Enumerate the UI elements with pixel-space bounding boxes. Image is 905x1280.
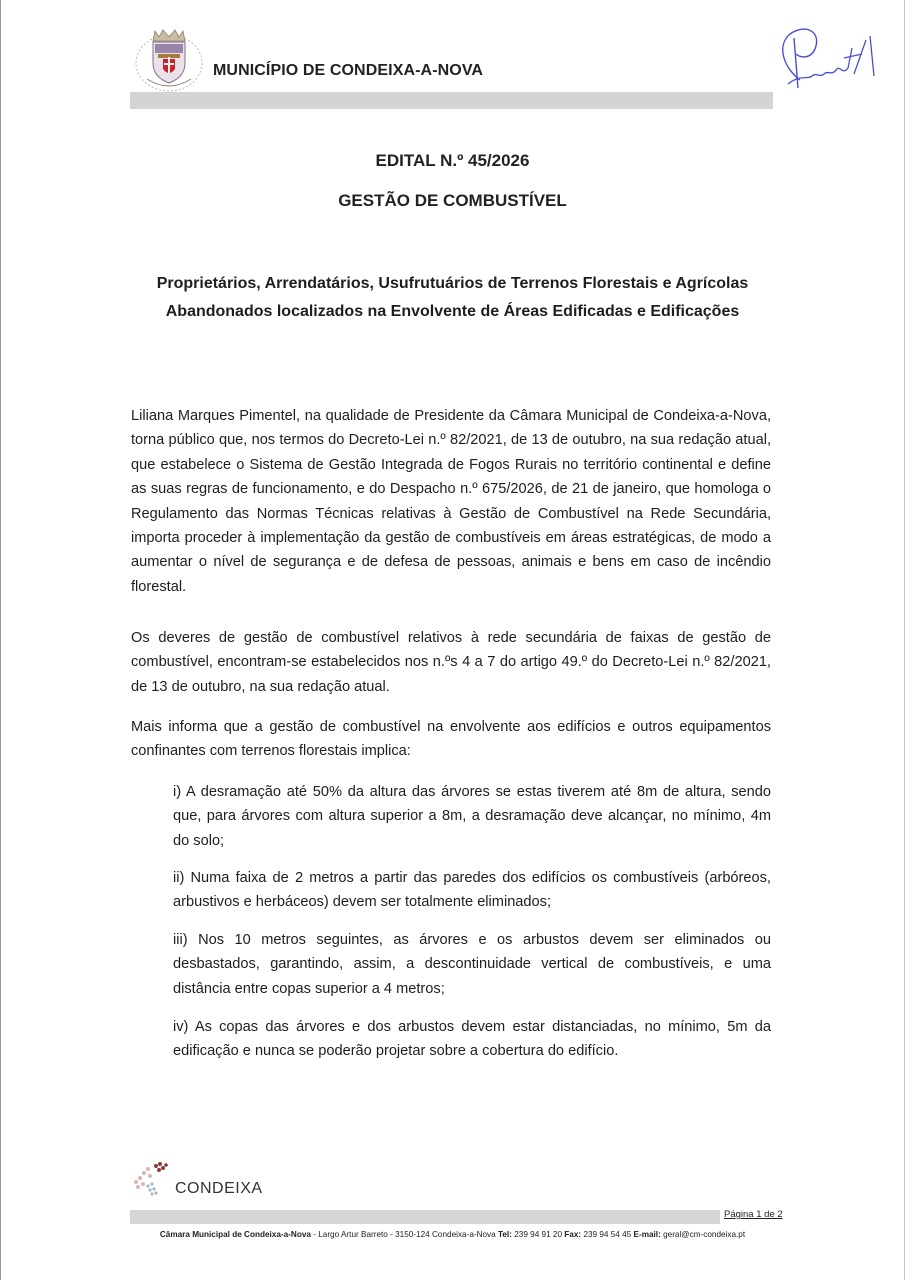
tel-value: 239 94 91 20: [511, 1230, 565, 1239]
footer-logo-text: CONDEIXA: [175, 1180, 263, 1197]
email-label: E-mail:: [633, 1230, 661, 1239]
footer-band: [130, 1210, 720, 1224]
document-title: GESTÃO DE COMBUSTÍVEL: [338, 191, 567, 210]
subtitle-line-1: Proprietários, Arrendatários, Usufrutuários de Terrenos Florestais e Agrícolas: [156, 275, 749, 292]
fax-label: Fax:: [564, 1230, 582, 1239]
municipality-title: MUNICÍPIO DE CONDEIXA-A-NOVA: [213, 62, 484, 79]
edital-number: EDITAL N.º 45/2026: [375, 151, 530, 170]
tel-label: Tel:: [497, 1230, 512, 1239]
paragraph-intro: Liliana Marques Pimentel, na qualidade de Presidente da Câmara Municipal de Condeixa-a-Nova, torna público que, nos termos do Decreto-Lei n.º 82/2021, de 13 de outubro, na sua redação atual, que estabelece o Sistema de Gestão Integrada de Fogos Rurais no território continental e define as suas regras de funcionamento, e do Despacho n.º 675/2026, de 21 de janeiro, que homologa o Regulamento das Normas Técnicas relativas à Gestão de Combustível na Rede Secundária, importa proceder à implementação da gestão de combustíveis em áreas estratégicas, de modo a aumentar o nível de segurança e de defesa de pessoas, animais e bens em caso de incêndio florestal.: [131, 408, 771, 595]
document-subtitle: [140, 270, 765, 326]
list-item: i) A desramação até 50% da altura das árvores se estas tiverem até 8m de altura, sendo que, para árvores com altura superior a 8m, a desramação deve alcançar, no mínimo, 4m do solo;: [173, 784, 771, 849]
header-band: [130, 92, 773, 109]
subtitle-line-2: Abandonados localizados na Envolvente de Áreas Edificadas e Edificações: [165, 303, 740, 320]
footer-address: [0, 1230, 905, 1239]
paragraph-implications: Mais informa que a gestão de combustível na envolvente aos edifícios e outros equipamentos confinantes com terrenos florestais implica:: [131, 719, 771, 760]
paragraph-duties: Os deveres de gestão de combustível relativos à rede secundária de faixas de gestão de combustível, encontram-se estabelecidos nos n.ºs 4 a 7 do artigo 49.º do Decreto-Lei n.º 82/2021, de 13 de outubro, na sua redação atual.: [131, 630, 771, 695]
list-item: ii) Numa faixa de 2 metros a partir das paredes dos edifícios os combustíveis (arbóreos, arbustivos e herbáceos) devem ser totalmente eliminados;: [173, 870, 771, 911]
address-street: - Largo Artur Barreto - 3150-124 Condeixa-a-Nova: [310, 1230, 498, 1239]
email-value: geral@cm-condeixa.pt: [660, 1230, 746, 1239]
page-number: Página 1 de 2: [724, 1209, 783, 1220]
fax-value: 239 94 54 45: [581, 1230, 634, 1239]
signature-icon: [770, 18, 880, 96]
address-org: Câmara Municipal de Condeixa-a-Nova: [159, 1230, 311, 1239]
list-item: iv) As copas das árvores e dos arbustos devem estar distanciadas, no mínimo, 5m da edificação e nunca se poderão projetar sobre a cobertura do edifício.: [173, 1019, 771, 1060]
list-item: iii) Nos 10 metros seguintes, as árvores e os arbustos devem ser eliminados ou desbastados, garantindo, assim, a descontinuidade vertical de combustíveis, e uma distância entre copas superior a 4 metros;: [173, 932, 771, 997]
coat-of-arms-icon: [133, 27, 205, 93]
